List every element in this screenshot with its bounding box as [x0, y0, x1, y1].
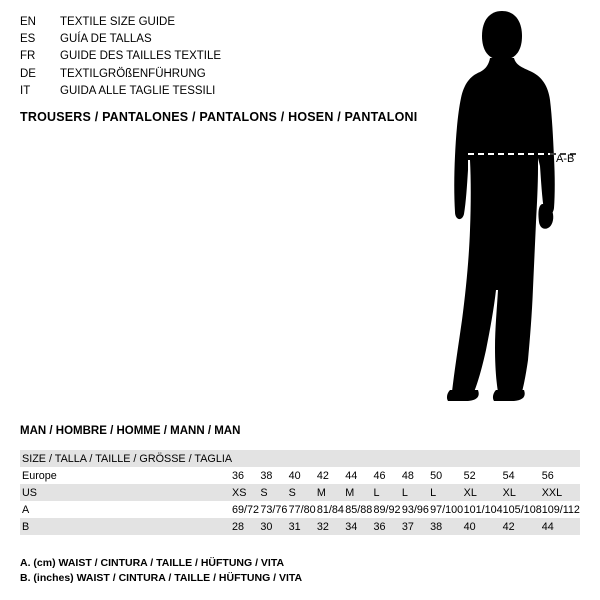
language-text-de: TEXTILGRÖßENFÜHRUNG [60, 67, 206, 80]
cell: 28 [232, 518, 260, 535]
cell: 37 [402, 518, 430, 535]
cell: XL [503, 484, 542, 501]
size-table [20, 450, 580, 535]
section-title-man: MAN / HOMBRE / HOMME / MANN / MAN [20, 425, 241, 437]
cell [374, 450, 402, 467]
cell: 73/76 [260, 503, 288, 516]
language-row-en [20, 14, 221, 31]
cell: 42 [503, 518, 542, 535]
cell: 77/80 [288, 503, 316, 516]
cell [542, 450, 580, 467]
page-title: TROUSERS / PANTALONES / PANTALONS / HOSEN / PANTALONI [20, 110, 418, 124]
language-text-es: GUÍA DE TALLAS [60, 33, 152, 46]
language-row-es [20, 31, 221, 48]
table-row [20, 450, 580, 467]
cell: 69/72 [232, 503, 260, 516]
cell [464, 450, 503, 467]
language-code-es: ES [20, 33, 36, 46]
cell: 40 [464, 518, 503, 535]
cell: XS [232, 484, 260, 501]
cell: 31 [289, 518, 317, 535]
cell [430, 450, 464, 467]
cell: 56 [541, 469, 554, 482]
language-row-fr [20, 48, 221, 65]
cell: 36 [374, 518, 402, 535]
measure-label-a-b: A-B [556, 153, 575, 165]
cell: 48 [401, 469, 414, 482]
cell: 32 [317, 518, 345, 535]
language-row-de [20, 66, 221, 83]
language-code-it: IT [20, 84, 31, 97]
cell: S [289, 484, 317, 501]
cell: L [402, 484, 430, 501]
table-row [20, 467, 580, 484]
cell: XL [464, 484, 503, 501]
table-row [20, 518, 580, 535]
cell: S [260, 484, 288, 501]
cell: 34 [345, 518, 373, 535]
cell: 36 [232, 469, 245, 482]
language-code-de: DE [20, 67, 36, 80]
row-label-us: US [20, 484, 232, 501]
cell [289, 450, 317, 467]
cell: 30 [260, 518, 288, 535]
cell [345, 450, 373, 467]
language-header [20, 14, 221, 100]
cell [260, 450, 288, 467]
language-code-en: EN [20, 16, 36, 28]
cell: 105/108 [502, 503, 542, 516]
cell [317, 450, 345, 467]
cell: 38 [260, 469, 273, 482]
cell: L [430, 484, 464, 501]
cell: 109/112 [541, 503, 580, 516]
cell: 89/92 [373, 503, 401, 516]
man-silhouette-figure [420, 8, 580, 408]
cell: 54 [502, 469, 515, 482]
row-label-a: A [22, 503, 30, 516]
cell: 93/96 [401, 503, 429, 516]
cell [402, 450, 430, 467]
cell: 46 [373, 469, 386, 482]
footnotes [20, 556, 302, 586]
cell: M [317, 484, 345, 501]
cell [232, 450, 260, 467]
cell: 50 [430, 469, 443, 482]
cell: 38 [430, 518, 464, 535]
cell: 85/88 [345, 503, 373, 516]
language-text-it: GUIDA ALLE TAGLIE TESSILI [60, 84, 216, 97]
silhouette-svg [420, 8, 580, 408]
row-label-size: SIZE / TALLA / TAILLE / GRÖSSE / TAGLIA [20, 450, 232, 467]
cell: 97/100 [430, 503, 464, 516]
row-label-b: B [20, 518, 232, 535]
cell: XXL [542, 484, 580, 501]
cell: M [345, 484, 373, 501]
cell: L [374, 484, 402, 501]
cell: 42 [316, 469, 329, 482]
cell: 101/104 [463, 503, 503, 516]
cell: 44 [542, 518, 580, 535]
table-row [20, 501, 580, 518]
language-text-en: TEXTILE SIZE GUIDE [60, 16, 176, 28]
footnote-b: B. (inches) WAIST / CINTURA / TAILLE / HÜFTUNG / VITA [20, 572, 303, 584]
cell: 81/84 [316, 503, 344, 516]
footnote-a: A. (cm) WAIST / CINTURA / TAILLE / HÜFTUNG / VITA [20, 557, 285, 569]
cell: 44 [345, 469, 358, 482]
cell: 40 [288, 469, 301, 482]
language-row-it [20, 83, 221, 100]
row-label-europe: Europe [22, 469, 57, 482]
language-text-fr: GUIDE DES TAILLES TEXTILE [60, 50, 222, 63]
table-row [20, 484, 580, 501]
cell: 52 [463, 469, 476, 482]
language-code-fr: FR [20, 50, 36, 63]
cell [503, 450, 542, 467]
